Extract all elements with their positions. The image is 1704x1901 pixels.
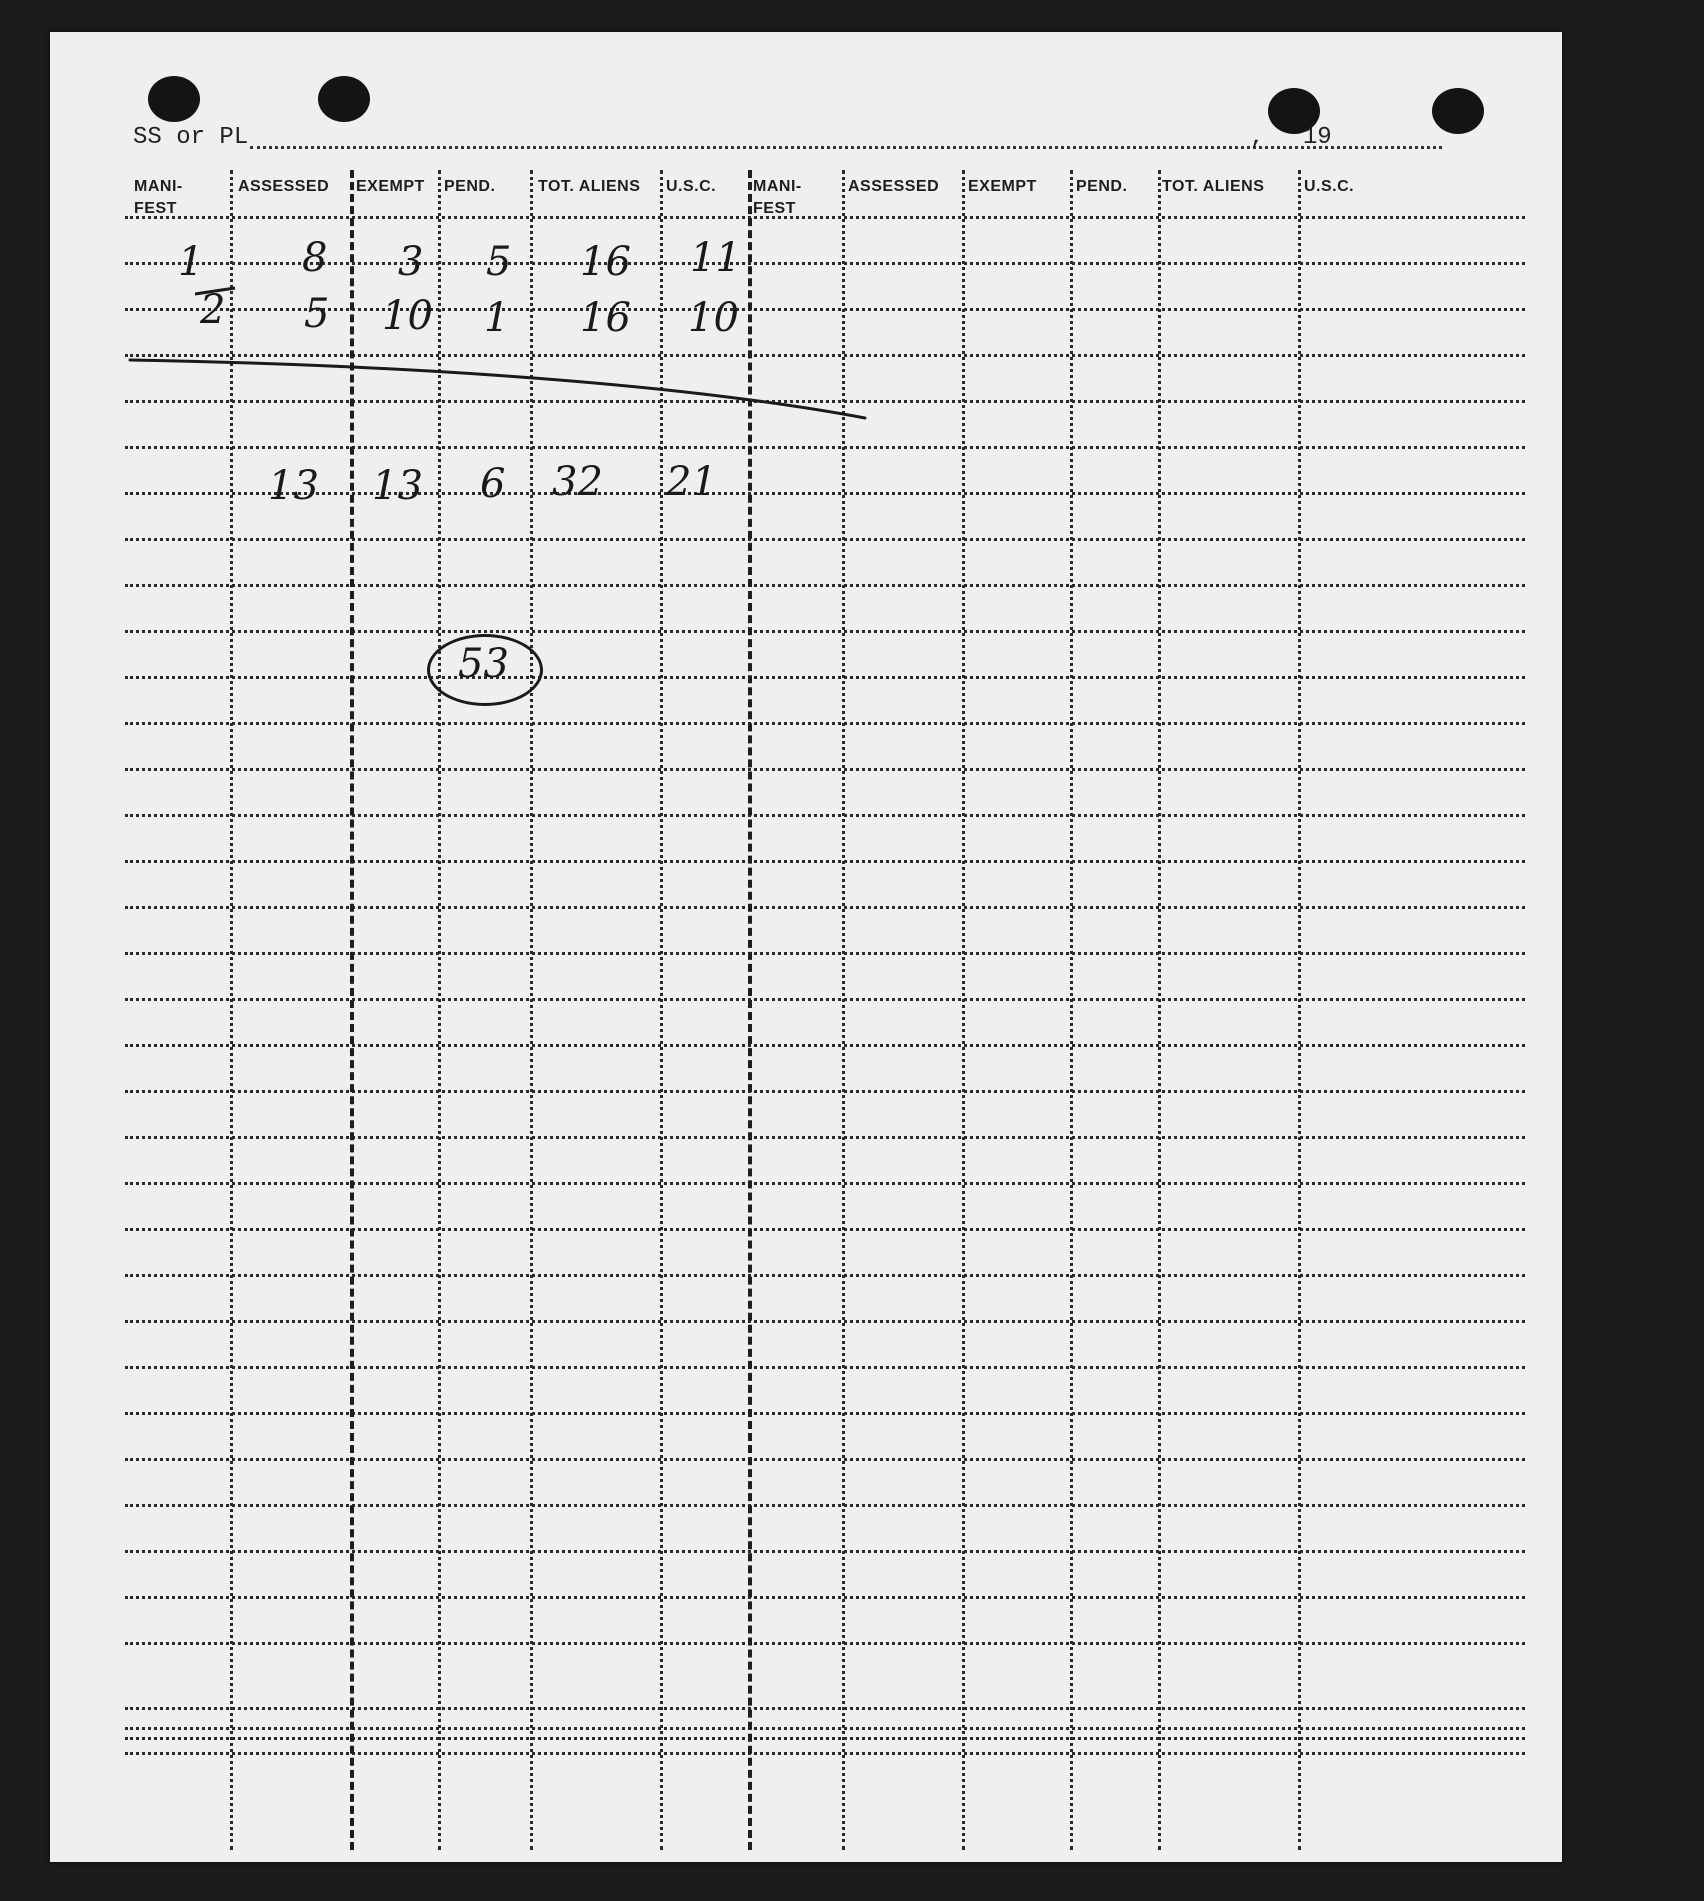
hw-total-usc: 21 [666,459,717,505]
hw-grand-total: 53 [458,641,509,687]
hw-total-exempt: 13 [372,463,423,509]
date-comma: , [1250,124,1265,151]
col-header-tot-aliens-right: TOT. ALIENS [1162,178,1265,195]
hw-total-assessed: 13 [268,463,319,509]
hw-r2-manifest: 2 [200,287,226,333]
col-header-exempt-left: EXEMPT [356,178,425,195]
hw-total-pend: 6 [480,461,506,507]
col-header-tot-aliens-left: TOT. ALIENS [538,178,641,195]
handwritten-underline [50,32,1562,1862]
col-header-usc-left: U.S.C. [666,178,717,195]
vessel-label: SS or PL [133,124,249,151]
col-header-assessed-left: ASSESSED [238,178,330,195]
form-sheet [50,32,1562,1862]
col-header-assessed-right: ASSESSED [848,178,940,195]
col-header-pend-left: PEND. [444,178,496,195]
hw-r2-pend: 1 [484,295,510,341]
hw-r1-pend: 5 [486,239,512,285]
hw-r1-tot-aliens: 16 [580,239,631,285]
hw-r2-exempt: 10 [382,293,433,339]
hw-r2-usc: 10 [688,295,739,341]
col-header-manifest-right: MANI- FEST [753,178,802,217]
col-header-exempt-right: EXEMPT [968,178,1037,195]
hw-r1-manifest: 1 [178,239,204,285]
hw-r1-exempt: 3 [398,239,424,285]
year-prefix: 19 [1302,124,1332,151]
col-header-pend-right: PEND. [1076,178,1128,195]
hw-r1-assessed: 8 [302,235,328,281]
col-header-usc-right: U.S.C. [1304,178,1355,195]
hw-r2-tot-aliens: 16 [580,295,631,341]
hw-r1-usc: 11 [690,235,741,281]
hw-r2-assessed: 5 [304,291,330,337]
col-header-manifest-left: MANI- FEST [134,178,183,217]
hw-total-tot-aliens: 32 [552,459,603,505]
